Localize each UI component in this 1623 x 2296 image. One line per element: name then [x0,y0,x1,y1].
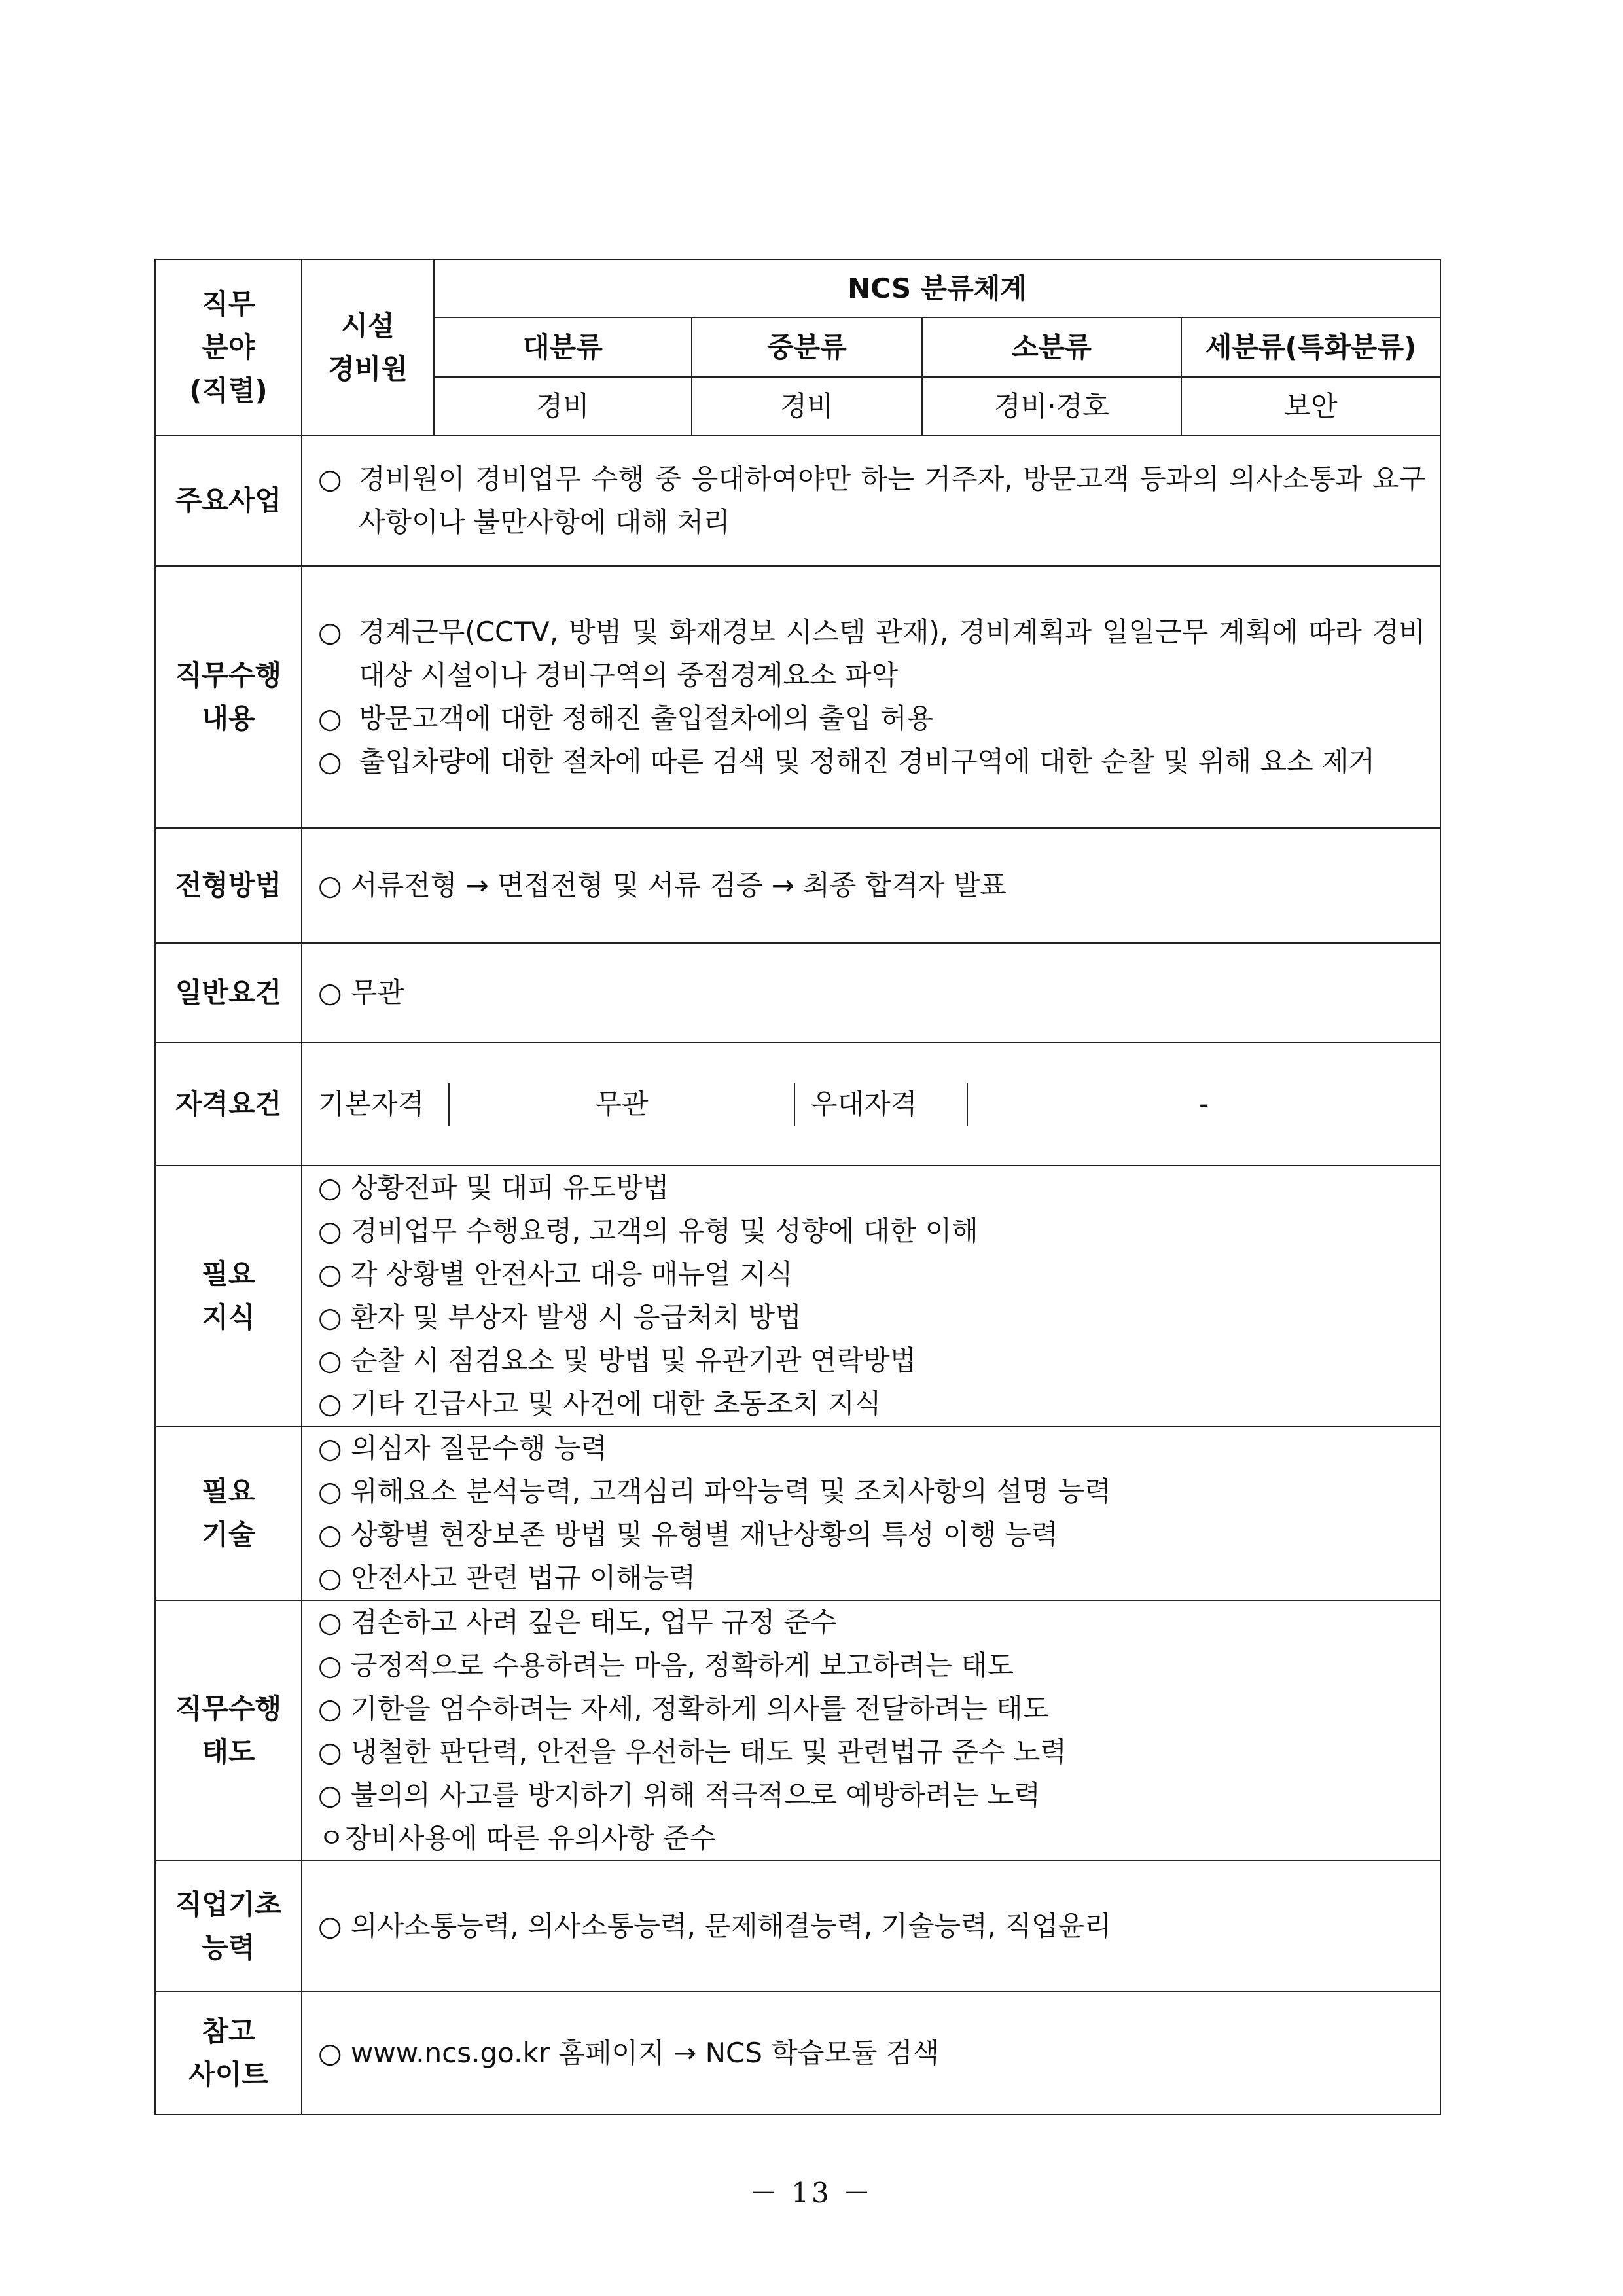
general-requirement-label: 일반요건 [155,943,302,1043]
knowledge-item: ○ 순찰 시 점검요소 및 방법 및 유관기관 연락방법 [318,1344,917,1376]
bullet-circle-icon: ○ [318,745,342,778]
duty-content-text: 방문고객에 대한 정해진 출입절차에의 출입 허용 [359,702,934,734]
main-business-label: 주요사업 [155,435,302,566]
duty-content-item [318,611,1425,697]
field-value-text: 시설 경비원 [328,310,408,385]
detail-category-header: 세분류(특화분류) [1181,317,1440,377]
basic-qualification-label: 기본자격 [318,1088,425,1120]
main-business-item [318,457,1425,544]
duty-content-label [155,566,302,828]
job-description-table [154,259,1441,2115]
attitude-item: ○ 긍정적으로 수용하려는 마음, 정확하게 보고하려는 태도 [318,1649,1014,1681]
attitude-item: ㅇ장비사용에 따른 유의사항 준수 [318,1822,717,1854]
page-number: － 13 － [749,2177,874,2209]
bullet-circle-icon: ○ [318,616,342,648]
knowledge-item: ○ 상황전파 및 대피 유도방법 [318,1172,669,1204]
duty-content-label-text: 직무수행 내용 [175,659,282,734]
skill-item: ○ 의심자 질문수행 능력 [318,1432,607,1464]
knowledge-item: ○ 각 상황별 안전사고 대응 매뉴얼 지식 [318,1258,793,1290]
qualification-cell [302,1043,1440,1166]
field-label-text: 직무 분야 (직렬) [189,288,268,406]
duty-content-text: 경계근무(CCTV, 방범 및 화재경보 시스템 관재), 경비계획과 일일근무 계획에 따라 경비대상 시설이나 경비구역의 중점경계요소 파악 [359,616,1426,691]
required-knowledge-label-text: 필요 지식 [202,1258,255,1333]
selection-method-text: ○ 서류전형 → 면접전형 및 서류 검증 → 최종 합격자 발표 [302,828,1440,943]
bullet-circle-icon: ○ [318,702,342,734]
skill-item: ○ 위해요소 분석능력, 고객심리 파악능력 및 조치사항의 설명 능력 [318,1475,1111,1507]
basic-ability-label [155,1861,302,1992]
attitude-item: ○ 기한을 엄수하려는 자세, 정확하게 의사를 전달하려는 태도 [318,1693,1050,1725]
required-skills-label-text: 필요 기술 [202,1475,255,1551]
knowledge-item: ○ 기타 긴급사고 및 사건에 대한 초동조치 지식 [318,1388,882,1420]
major-category-header: 대분류 [434,317,692,377]
attitude-item: ○ 겸손하고 사려 깊은 태도, 업무 규정 준수 [318,1606,837,1638]
qualification-label: 자격요건 [155,1043,302,1166]
preferred-qualification-value: - [967,1083,1440,1126]
knowledge-item: ○ 환자 및 부상자 발생 시 응급처치 방법 [318,1301,802,1333]
duty-content-content [302,566,1440,828]
work-attitude-label-text: 직무수행 태도 [175,1693,282,1768]
selection-method-label: 전형방법 [155,828,302,943]
bullet-circle-icon: ○ [318,463,342,495]
preferred-qualification-label: 우대자격 [794,1083,967,1126]
minor-category-header: 소분류 [922,317,1181,377]
skill-item: ○ 안전사고 관련 법규 이해능력 [318,1562,696,1594]
main-business-content [302,435,1440,566]
main-business-text: 경비원이 경비업무 수행 중 응대하여야만 하는 거주자, 방문고객 등과의 의사소통과 요구사항이나 불만사항에 대해 처리 [359,463,1426,538]
reference-site-label [155,1992,302,2115]
basic-ability-label-text: 직업기초 능력 [175,1888,282,1964]
required-knowledge-label [155,1166,302,1426]
required-skills-label [155,1426,302,1600]
qualification-subtable [302,1083,1440,1126]
duty-content-item [318,740,1425,783]
required-skills-content [302,1426,1440,1600]
attitude-item: ○ 냉철한 판단력, 안전을 우선하는 태도 및 관련법규 준수 노력 [318,1736,1067,1768]
ncs-classification-title: NCS 분류체계 [434,260,1440,317]
field-value [302,260,434,435]
major-category-value: 경비 [434,377,692,435]
required-knowledge-content [302,1166,1440,1426]
basic-ability-text: ○ 의사소통능력, 의사소통능력, 문제해결능력, 기술능력, 직업윤리 [302,1861,1440,1992]
reference-site-text: ○ www.ncs.go.kr 홈페이지 → NCS 학습모듈 검색 [302,1992,1440,2115]
duty-content-text: 출입차량에 대한 절차에 따른 검색 및 정해진 경비구역에 대한 순찰 및 위해 요소 제거 [359,745,1376,778]
knowledge-item: ○ 경비업무 수행요령, 고객의 유형 및 성향에 대한 이해 [318,1215,978,1247]
duty-content-item [318,697,1425,740]
work-attitude-label [155,1600,302,1861]
general-requirement-text: ○ 무관 [302,943,1440,1043]
middle-category-header: 중분류 [692,317,922,377]
minor-category-value: 경비·경호 [922,377,1181,435]
work-attitude-content [302,1600,1440,1861]
field-label [155,260,302,435]
reference-site-label-text: 참고 사이트 [188,2015,268,2090]
skill-item: ○ 상황별 현장보존 방법 및 유형별 재난상황의 특성 이행 능력 [318,1518,1058,1551]
attitude-item: ○ 불의의 사고를 방지하기 위해 적극적으로 예방하려는 노력 [318,1779,1041,1811]
detail-category-value: 보안 [1181,377,1440,435]
middle-category-value: 경비 [692,377,922,435]
basic-qualification-value: 무관 [449,1083,794,1126]
